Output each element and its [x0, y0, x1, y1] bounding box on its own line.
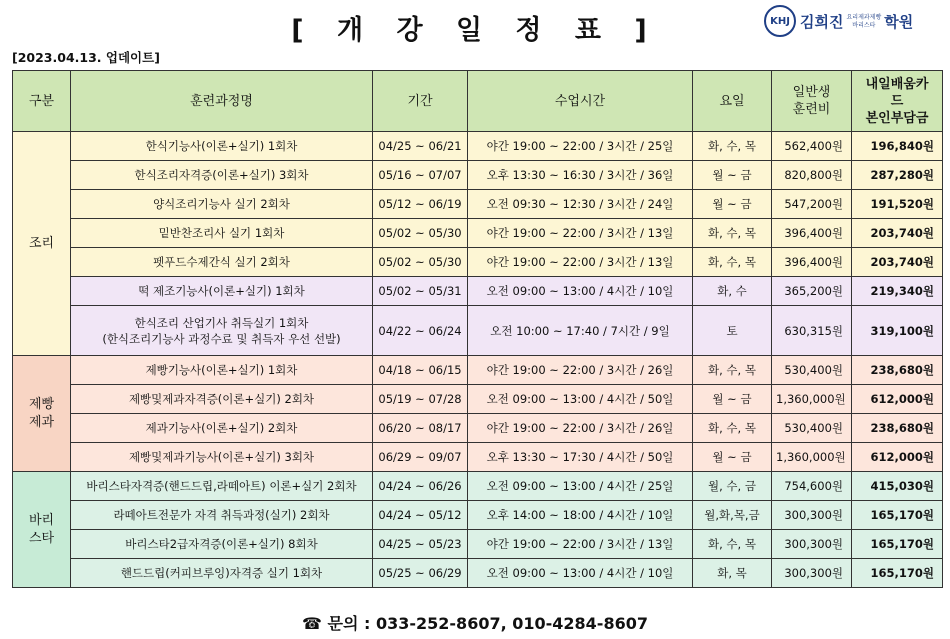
course-name: 바리스타2급자격증(이론+실기) 8회차 [71, 530, 373, 559]
course-time: 오전 09:00 ~ 13:00 / 4시간 / 10일 [468, 559, 693, 588]
course-period: 04/18 ~ 06/15 [373, 356, 468, 385]
course-days: 화, 수 [693, 277, 772, 306]
category-baking [13, 356, 71, 472]
category-baking-line2: 제과 [28, 414, 55, 430]
course-name: 제빵및제과자격증(이론+실기) 2회차 [71, 385, 373, 414]
course-burden: 165,170원 [852, 501, 943, 530]
course-time: 오후 13:30 ~ 17:30 / 4시간 / 50일 [468, 443, 693, 472]
academy-logo [764, 2, 944, 40]
table-row [13, 385, 943, 414]
table-row [13, 248, 943, 277]
course-burden: 238,680원 [852, 356, 943, 385]
logo-suffix: 학원 [884, 12, 914, 31]
course-time: 야간 19:00 ~ 22:00 / 3시간 / 13일 [468, 530, 693, 559]
course-fee: 820,800원 [772, 161, 852, 190]
course-days: 화, 수, 목 [693, 414, 772, 443]
course-time: 오전 09:00 ~ 13:00 / 4시간 / 50일 [468, 385, 693, 414]
course-days: 화, 수, 목 [693, 132, 772, 161]
course-time: 오전 09:30 ~ 12:30 / 3시간 / 24일 [468, 190, 693, 219]
course-time: 야간 19:00 ~ 22:00 / 3시간 / 26일 [468, 356, 693, 385]
course-time: 오전 09:00 ~ 13:00 / 4시간 / 10일 [468, 277, 693, 306]
course-burden: 165,170원 [852, 559, 943, 588]
header-burden-line2: 드 [890, 93, 904, 109]
header-fee [772, 71, 852, 132]
course-period: 04/25 ~ 05/23 [373, 530, 468, 559]
header-fee-line2: 훈련비 [792, 102, 831, 117]
course-fee: 630,315원 [772, 306, 852, 356]
course-days: 월 ~ 금 [693, 443, 772, 472]
course-fee: 1,360,000원 [772, 443, 852, 472]
course-fee: 365,200원 [772, 277, 852, 306]
course-name-main: 한식조리 산업기사 취득실기 1회차 [134, 315, 309, 330]
course-burden: 203,740원 [852, 248, 943, 277]
course-name-note: (한식조리기능사 과정수료 및 취득자 우선 선발) [102, 331, 341, 346]
course-burden: 238,680원 [852, 414, 943, 443]
course-burden: 287,280원 [852, 161, 943, 190]
schedule-table [12, 70, 943, 588]
course-period: 05/12 ~ 06/19 [373, 190, 468, 219]
table-row [13, 132, 943, 161]
course-burden: 196,840원 [852, 132, 943, 161]
course-period: 06/29 ~ 09/07 [373, 443, 468, 472]
course-name: 펫푸드수제간식 실기 2회차 [71, 248, 373, 277]
course-time: 오후 14:00 ~ 18:00 / 4시간 / 10일 [468, 501, 693, 530]
category-barista-line1: 바리 [28, 512, 55, 528]
logo-subtitle-line1: 요리제과제빵 [846, 14, 882, 21]
table-row [13, 414, 943, 443]
table-row [13, 219, 943, 248]
page-title: [ 개 강 일 정 표 ] [291, 15, 659, 46]
course-burden: 165,170원 [852, 530, 943, 559]
table-row [13, 443, 943, 472]
course-time: 오전 09:00 ~ 13:00 / 4시간 / 25일 [468, 472, 693, 501]
course-name: 양식조리기능사 실기 2회차 [71, 190, 373, 219]
course-burden: 415,030원 [852, 472, 943, 501]
course-period: 04/22 ~ 06/24 [373, 306, 468, 356]
course-fee: 562,400원 [772, 132, 852, 161]
table-row [13, 161, 943, 190]
course-days: 화, 수, 목 [693, 530, 772, 559]
table-row [13, 190, 943, 219]
course-burden: 203,740원 [852, 219, 943, 248]
table-row [13, 356, 943, 385]
header-burden [852, 71, 943, 132]
course-fee: 396,400원 [772, 219, 852, 248]
course-burden: 191,520원 [852, 190, 943, 219]
course-fee: 300,300원 [772, 501, 852, 530]
course-time: 오전 10:00 ~ 17:40 / 7시간 / 9일 [468, 306, 693, 356]
header-category: 구분 [13, 71, 71, 132]
course-burden: 219,340원 [852, 277, 943, 306]
logo-seal-icon: KHJ [764, 5, 796, 37]
table-row [13, 472, 943, 501]
course-period: 05/02 ~ 05/30 [373, 219, 468, 248]
course-fee: 1,360,000원 [772, 385, 852, 414]
course-time: 야간 19:00 ~ 22:00 / 3시간 / 25일 [468, 132, 693, 161]
course-period: 04/24 ~ 06/26 [373, 472, 468, 501]
course-period: 05/19 ~ 07/28 [373, 385, 468, 414]
table-row [13, 277, 943, 306]
course-days: 월 ~ 금 [693, 190, 772, 219]
course-name: 떡 제조기능사(이론+실기) 1회차 [71, 277, 373, 306]
table-row [13, 501, 943, 530]
course-period: 05/02 ~ 05/30 [373, 248, 468, 277]
course-days: 화, 수, 목 [693, 248, 772, 277]
category-barista [13, 472, 71, 588]
course-days: 토 [693, 306, 772, 356]
course-time: 오후 13:30 ~ 16:30 / 3시간 / 36일 [468, 161, 693, 190]
course-period: 04/24 ~ 05/12 [373, 501, 468, 530]
course-period: 05/16 ~ 07/07 [373, 161, 468, 190]
category-baking-line1: 제빵 [28, 396, 55, 412]
course-fee: 530,400원 [772, 414, 852, 443]
table-row [13, 306, 943, 356]
course-period: 04/25 ~ 06/21 [373, 132, 468, 161]
course-period: 05/02 ~ 05/31 [373, 277, 468, 306]
course-name [71, 306, 373, 356]
course-name: 라떼아트전문가 자격 취득과정(실기) 2회차 [71, 501, 373, 530]
header-days: 요일 [693, 71, 772, 132]
course-name: 제빵기능사(이론+실기) 1회차 [71, 356, 373, 385]
course-name: 제빵및제과기능사(이론+실기) 3회차 [71, 443, 373, 472]
course-days: 월 ~ 금 [693, 385, 772, 414]
header-time: 수업시간 [468, 71, 693, 132]
course-days: 월 ~ 금 [693, 161, 772, 190]
contact-line [0, 611, 950, 634]
course-name: 밑반찬조리사 실기 1회차 [71, 219, 373, 248]
course-burden: 319,100원 [852, 306, 943, 356]
course-period: 06/20 ~ 08/17 [373, 414, 468, 443]
logo-subtitle [846, 14, 881, 30]
course-time: 야간 19:00 ~ 22:00 / 3시간 / 13일 [468, 219, 693, 248]
course-fee: 300,300원 [772, 530, 852, 559]
contact-text[interactable]: 문의 : 033-252-8607, 010-4284-8607 [327, 614, 648, 633]
header-fee-line1: 일반생 [792, 85, 831, 100]
logo-name [800, 11, 913, 32]
category-cooking: 조리 [13, 132, 71, 356]
course-fee: 754,600원 [772, 472, 852, 501]
course-name: 핸드드립(커피브루잉)자격증 실기 1회차 [71, 559, 373, 588]
table-row [13, 530, 943, 559]
header-burden-line1: 내일배움카 [865, 76, 929, 92]
course-fee: 530,400원 [772, 356, 852, 385]
course-days: 월,화,목,금 [693, 501, 772, 530]
course-time: 야간 19:00 ~ 22:00 / 3시간 / 26일 [468, 414, 693, 443]
course-burden: 612,000원 [852, 385, 943, 414]
header-period: 기간 [373, 71, 468, 132]
course-days: 화, 수, 목 [693, 356, 772, 385]
course-fee: 547,200원 [772, 190, 852, 219]
course-name: 제과기능사(이론+실기) 2회차 [71, 414, 373, 443]
category-barista-line2: 스타 [28, 530, 55, 546]
logo-subtitle-line2: 바리스타 [852, 22, 876, 29]
table-row [13, 559, 943, 588]
course-days: 화, 목 [693, 559, 772, 588]
table-header-row [13, 71, 943, 132]
header-course: 훈련과정명 [71, 71, 373, 132]
logo-name-main: 김희진 [800, 12, 844, 31]
phone-icon: ☎ [302, 614, 322, 633]
course-period: 05/25 ~ 06/29 [373, 559, 468, 588]
course-name: 한식조리자격증(이론+실기) 3회차 [71, 161, 373, 190]
course-burden: 612,000원 [852, 443, 943, 472]
course-fee: 300,300원 [772, 559, 852, 588]
course-days: 월, 수, 금 [693, 472, 772, 501]
course-time: 야간 19:00 ~ 22:00 / 3시간 / 13일 [468, 248, 693, 277]
update-note: [2023.04.13. 업데이트] [12, 50, 160, 65]
course-name: 바리스타자격증(핸드드립,라떼아트) 이론+실기 2회차 [71, 472, 373, 501]
header-burden-line3: 본인부담금 [865, 110, 929, 126]
course-fee: 396,400원 [772, 248, 852, 277]
course-name: 한식기능사(이론+실기) 1회차 [71, 132, 373, 161]
course-days: 화, 수, 목 [693, 219, 772, 248]
